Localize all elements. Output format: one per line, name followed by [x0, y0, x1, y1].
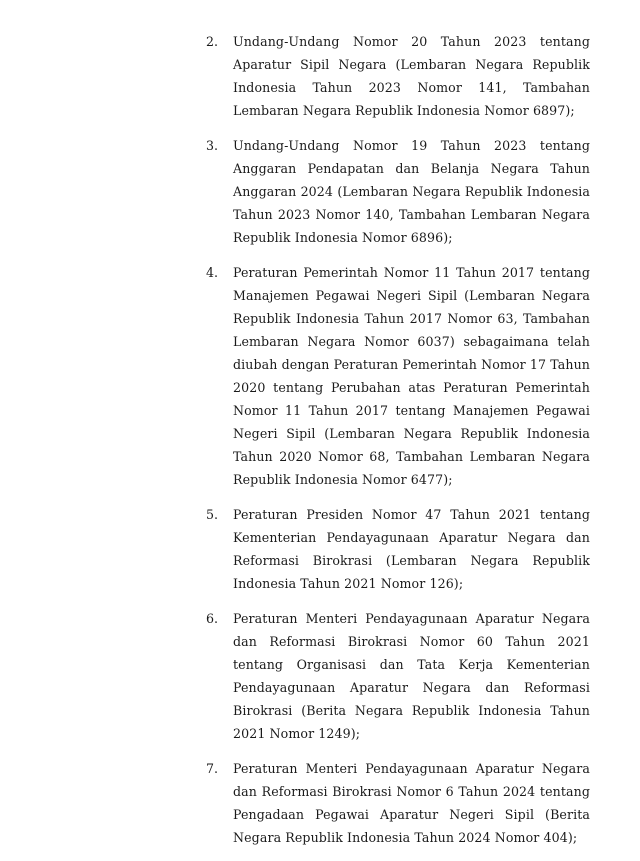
legal-basis-list [200, 30, 590, 861]
item-number: 6. [206, 611, 219, 626]
item-text: Peraturan Pemerintah Nomor 11 Tahun 2017 tentang Manajemen Pegawai Negeri Sipil (Lembaran Negara Republik Indonesia Tahun 2017 Nomor 63, Tambahan Lembaran Negara Nomor 6037) sebagaimana telah diubah dengan Peraturan Pemerintah Nomor 17 Tahun 2020 tentang Perubahan atas Peraturan Pemerintah Nomor 11 Tahun 2017 tentang Manajemen Pegawai Negeri Sipil (Lembaran Negara Republik Indonesia Tahun 2020 Nomor 68, Tambahan Lembaran Negara Republik Indonesia Nomor 6477); [233, 265, 590, 487]
list-item [200, 503, 590, 595]
list-item [200, 607, 590, 745]
item-number: 4. [206, 265, 219, 280]
item-number: 5. [206, 507, 219, 522]
item-number: 3. [206, 138, 219, 153]
item-text: Undang-Undang Nomor 19 Tahun 2023 tentang Anggaran Pendapatan dan Belanja Negara Tahun Anggaran 2024 (Lembaran Negara Republik Indonesia Tahun 2023 Nomor 140, Tambahan Lembaran Negara Republik Indonesia Nomor 6896); [233, 138, 590, 245]
list-item [200, 134, 590, 249]
list-item [200, 30, 590, 122]
item-text: Peraturan Menteri Pendayagunaan Aparatur Negara dan Reformasi Birokrasi Nomor 60 Tahun 2021 tentang Organisasi dan Tata Kerja Kementerian Pendayagunaan Aparatur Negara dan Reformasi Birokrasi (Berita Negara Republik Indonesia Tahun 2021 Nomor 1249); [233, 611, 590, 741]
list-item [200, 757, 590, 849]
item-text: Undang-Undang Nomor 20 Tahun 2023 tentang Aparatur Sipil Negara (Lembaran Negara Republik Indonesia Tahun 2023 Nomor 141, Tambahan Lembaran Negara Republik Indonesia Nomor 6897); [233, 34, 590, 118]
list-item [200, 261, 590, 491]
item-number: 7. [206, 761, 219, 776]
item-text: Peraturan Presiden Nomor 47 Tahun 2021 tentang Kementerian Pendayagunaan Aparatur Negara dan Reformasi Birokrasi (Lembaran Negara Republik Indonesia Tahun 2021 Nomor 126); [233, 507, 590, 591]
item-text: Peraturan Menteri Pendayagunaan Aparatur Negara dan Reformasi Birokrasi Nomor 6 Tahun 2024 tentang Pengadaan Pegawai Aparatur Negeri Sipil (Berita Negara Republik Indonesia Tahun 2024 Nomor 404); [233, 761, 590, 845]
item-number: 2. [206, 34, 219, 49]
